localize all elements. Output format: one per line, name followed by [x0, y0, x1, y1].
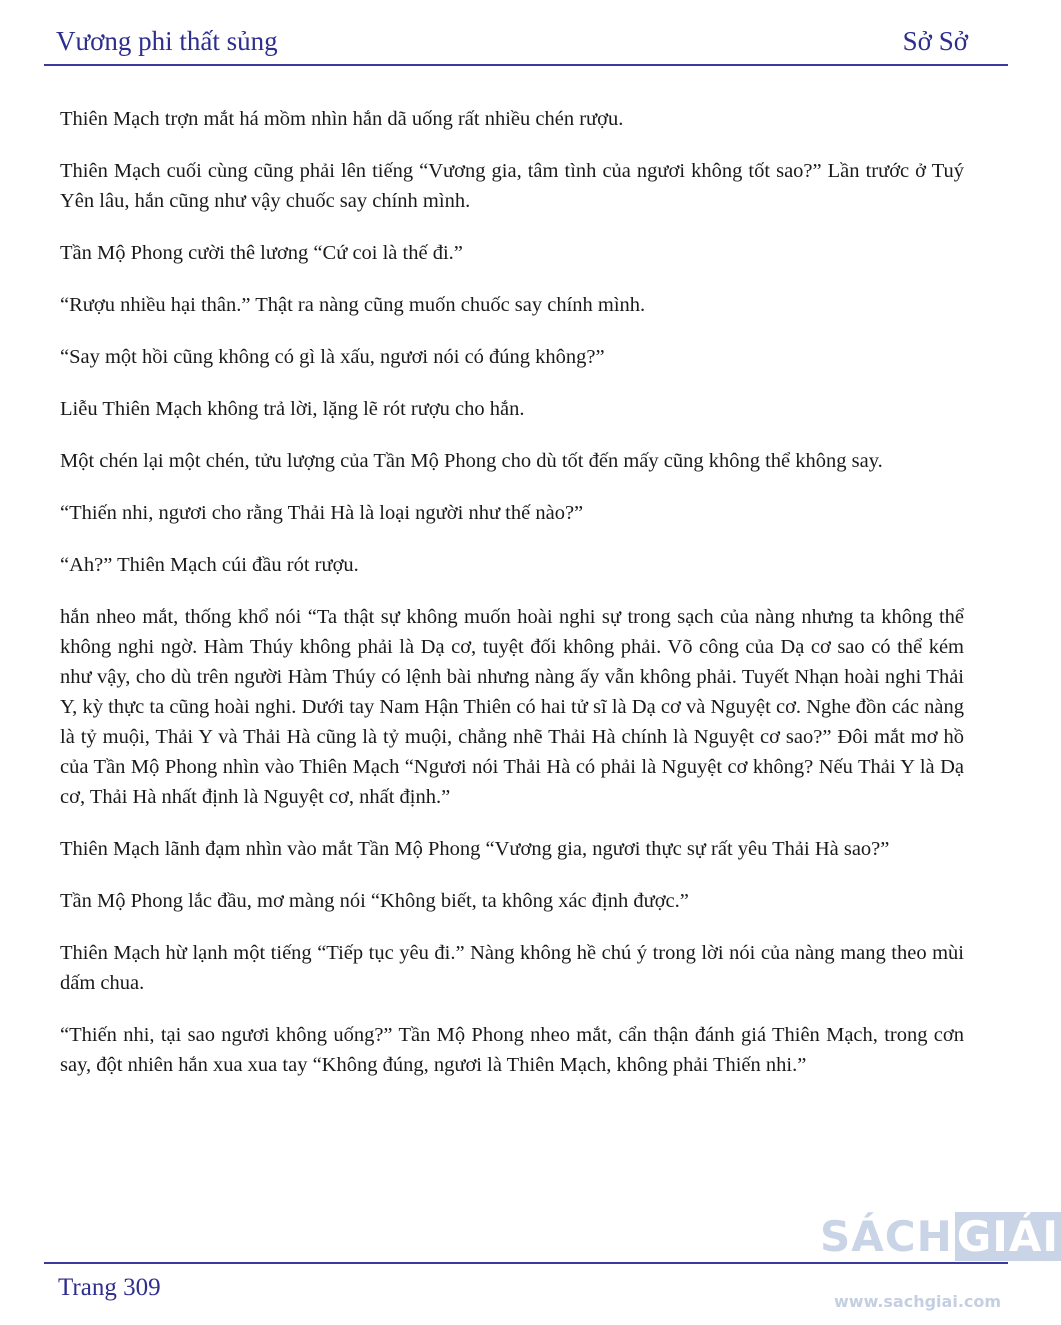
paragraph: Thiên Mạch cuối cùng cũng phải lên tiếng “Vương gia, tâm tình của ngươi không tốt sao?” Lần trước ở Tuý Yên lâu, hắn cũng như vậy chuốc say chính mình.	[60, 160, 964, 212]
paragraph: Một chén lại một chén, tửu lượng của Tần Mộ Phong cho dù tốt đến mấy cũng không thể không say.	[60, 450, 883, 472]
watermark-brand-suffix: GIẢI	[956, 1212, 1059, 1261]
page-header	[56, 20, 968, 64]
paragraph: Tần Mộ Phong lắc đầu, mơ màng nói “Không biết, ta không xác định được.”	[60, 890, 689, 912]
paragraph: “Ah?” Thiên Mạch cúi đầu rót rượu.	[60, 554, 359, 576]
watermark-brand-prefix: SÁCH	[820, 1212, 953, 1261]
page-body	[60, 104, 964, 1102]
header-divider	[44, 64, 1008, 66]
watermark-logo	[820, 1212, 1059, 1318]
paragraph: hắn nheo mắt, thống khổ nói “Ta thật sự không muốn hoài nghi sự trong sạch của nàng nhưng ta không thể không nghi ngờ. Hàm Thúy không phải là Dạ cơ, tuyệt đối không phải. Võ công của Dạ cơ sao có thể kém như vậy, cho dù trên người Hàm Thúy có lệnh bài nhưng nàng ấy vẫn không phải. Tuyết Nhạn hoài nghi Thải Y, kỳ thực ta cũng hoài nghi. Dưới tay Nam Hận Thiên có hai tử sĩ là Dạ cơ và Nguyệt cơ. Nghe đồn các nàng là tỷ muội, Thải Y và Thải Hà cũng là tỷ muội, chẳng nhẽ Thải Hà chính là Nguyệt cơ sao?” Đôi mắt mơ hồ của Tần Mộ Phong nhìn vào Thiên Mạch “Ngươi nói Thải Hà có phải là Nguyệt cơ không? Nếu Thải Y là Dạ cơ, Thải Hà nhất định là Nguyệt cơ, nhất định.”	[60, 606, 964, 808]
book-author: Sở Sở	[902, 26, 968, 56]
paragraph: Tần Mộ Phong cười thê lương “Cứ coi là thế đi.”	[60, 242, 463, 264]
paragraph: “Thiến nhi, tại sao ngươi không uống?” Tần Mộ Phong nheo mắt, cẩn thận đánh giá Thiên Mạch, trong cơn say, đột nhiên hắn xua xua tay “Không đúng, ngươi là Thiên Mạch, không phải Thiến nhi.”	[60, 1024, 964, 1076]
watermark-brand	[820, 1212, 1059, 1261]
watermark-url: www.sachgiai.com	[834, 1292, 1002, 1311]
paragraph: Thiên Mạch lãnh đạm nhìn vào mắt Tần Mộ Phong “Vương gia, ngươi thực sự rất yêu Thải Hà sao?”	[60, 838, 890, 860]
paragraph: “Say một hồi cũng không có gì là xấu, ngươi nói có đúng không?”	[60, 346, 605, 368]
paragraph: “Rượu nhiều hại thân.” Thật ra nàng cũng muốn chuốc say chính mình.	[60, 294, 646, 316]
paragraph: Thiên Mạch hừ lạnh một tiếng “Tiếp tục yêu đi.” Nàng không hề chú ý trong lời nói của nàng mang theo mùi dấm chua.	[60, 942, 964, 994]
book-title: Vương phi thất sủng	[56, 26, 278, 56]
paragraph: Liễu Thiên Mạch không trả lời, lặng lẽ rót rượu cho hắn.	[60, 398, 525, 420]
page-number: Trang 309	[58, 1274, 161, 1301]
paragraph: “Thiến nhi, ngươi cho rằng Thải Hà là loại người như thế nào?”	[60, 502, 584, 524]
paragraph: Thiên Mạch trợn mắt há mồm nhìn hắn dã uống rất nhiều chén rượu.	[60, 108, 624, 130]
